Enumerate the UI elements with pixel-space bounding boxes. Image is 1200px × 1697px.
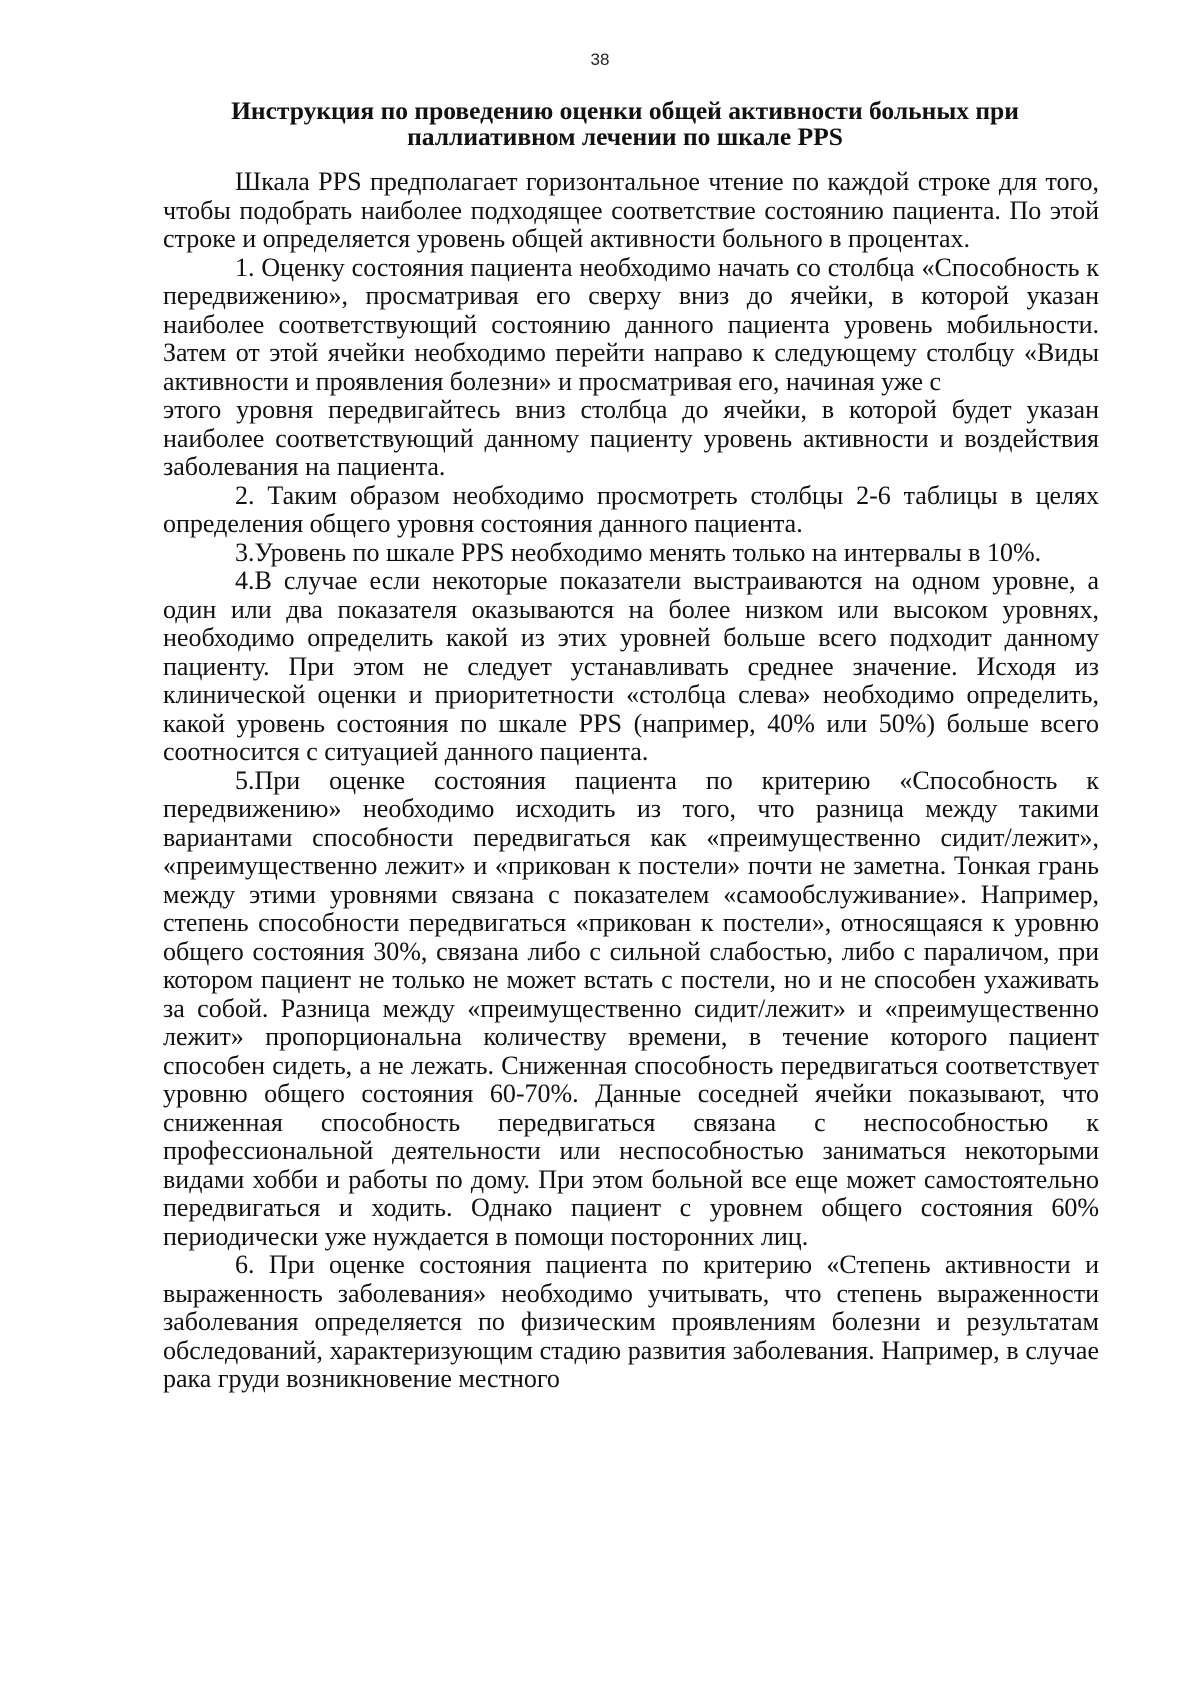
step-1-paragraph: 1. Оценку состояния пациента необходимо начать со столбца «Способность к передвижению», просматривая его сверху вниз до ячейки, в которой указан наиболее соответствующий состоянию данного пациента уровень мобильности. Затем от этой ячейки необходимо перейти направо к следующему столбцу «Виды активности и проявления болезни» и просматривая его, начиная уже с: [163, 252, 1099, 396]
step-2-paragraph: 2. Таким образом необходимо просмотреть столбцы 2-6 таблицы в целях определения общего уровня состояния данного пациента.: [163, 480, 1099, 538]
step-5-paragraph: 5.При оценке состояния пациента по критерию «Способность к передвижению» необходимо исходить из того, что разница между такими вариантами способности передвигаться как «преимущественно сидит/лежит», «преимущественно лежит» и «прикован к постели» почти не заметна. Тонкая грань между этими уровнями связана с показателем «самообслуживание». Например, степень способности передвигаться «прикован к постели», относящаяся к уровню общего состояния 30%, связана либо с сильной слабостью, либо с параличом, при котором пациент не только не может встать с постели, но и не способен ухаживать за собой. Разница между «преимущественно сидит/лежит» и «преимущественно лежит» пропорциональна количеству времени, в течение которого пациент способен сидеть, а не лежать. Сниженная способность передвигаться соответствует уровню общего состояния 60-70%. Данные соседней ячейки показывают, что сниженная способность передвигаться связана с неспособностью к профессиональной деятельности или неспособностью заниматься некоторыми видами хобби и работы по дому. При этом больной все еще может самостоятельно передвигаться и ходить. Однако пациент с уровнем общего состояния 60% периодически уже нуждается в помощи посторонних лиц.: [163, 765, 1099, 1251]
page-number: 38: [590, 50, 610, 69]
step-6-paragraph: 6. При оценке состояния пациента по критерию «Степень активности и выраженность заболевания» необходимо учитывать, что степень выраженности заболевания определяется по физическим проявлениям болезни и результатам обследований, характеризующим стадию развития заболевания. Например, в случае рака груди возникновение местного: [163, 1250, 1099, 1393]
document-body: [163, 168, 1099, 1394]
step-1-continuation-paragraph: этого уровня передвигайтесь вниз столбца до ячейки, в которой будет указан наиболее соответствующий данному пациенту уровень активности и воздействия заболевания на пациента.: [163, 395, 1099, 481]
step-3-paragraph: 3.Уровень по шкале PPS необходимо менять только на интервалы в 10%.: [235, 537, 1042, 567]
intro-paragraph: Шкала PPS предполагает горизонтальное чтение по каждой строке для того, чтобы подобрать наиболее подходящее соответствие состоянию пациента. По этой строке и определяется уровень общей активности больного в процентах.: [163, 167, 1099, 253]
document-title: Инструкция по проведению оценки общей активности больных при паллиативном лечении по шкале PPS: [231, 96, 1019, 151]
step-4-paragraph: 4.В случае если некоторые показатели выстраиваются на одном уровне, а один или два показателя оказываются на более низком или высоком уровнях, необходимо определить какой из этих уровней больше всего подходит данному пациенту. При этом не следует устанавливать среднее значение. Исходя из клинической оценки и приоритетности «столбца слева» необходимо определить, какой уровень состояния по шкале PPS (например, 40% или 50%) больше всего соотносится с ситуацией данного пациента.: [163, 566, 1099, 766]
